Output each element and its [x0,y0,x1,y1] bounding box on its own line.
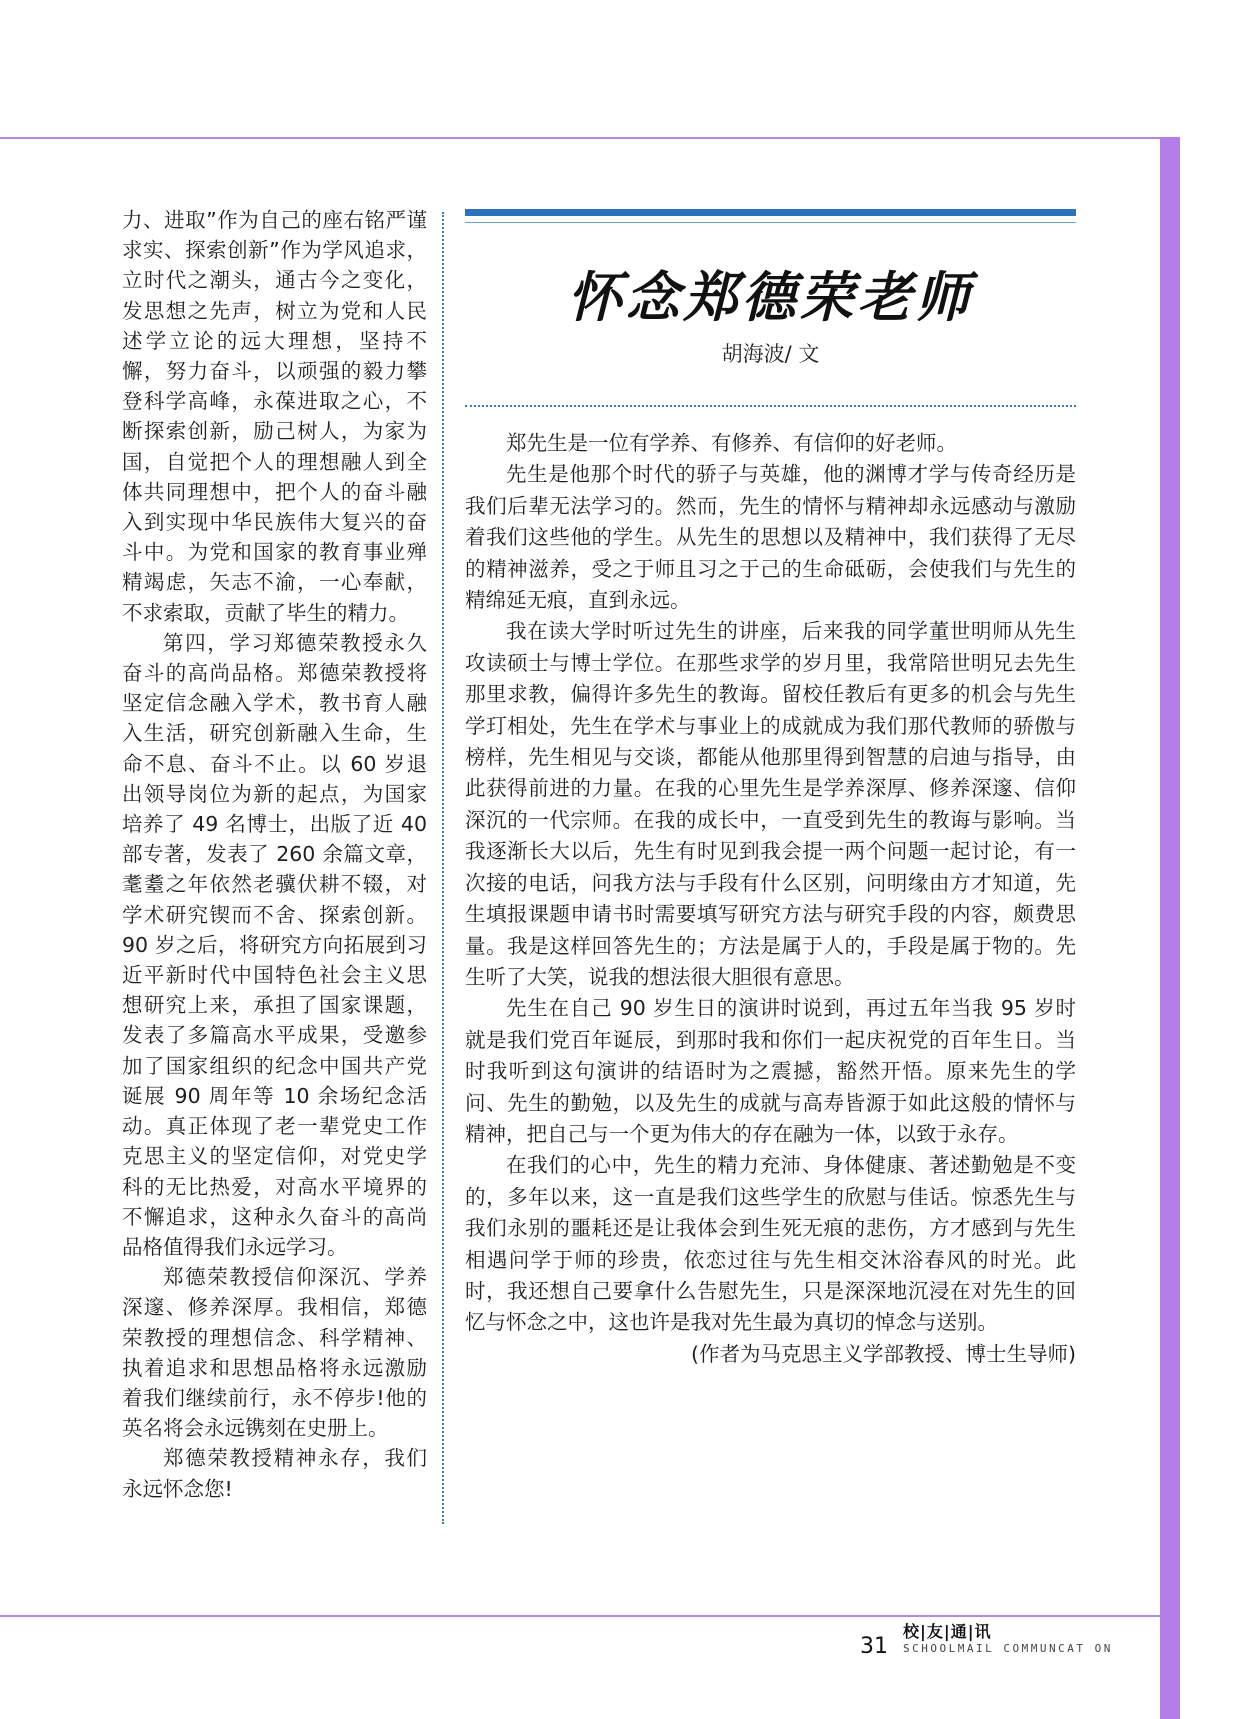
side-accent-bar [1160,137,1180,1719]
article-paragraph: 郑先生是一位有学养、有修养、有信仰的好老师。 [506,431,957,455]
left-paragraph: 第四，学习郑德荣教授永久奋斗的高尚品格。郑德荣教授将坚定信念融入学术，教书育人融入生活，研究创新融入生命，生命不息、奋斗不止。以 60 岁退出领导岗位为新的起点，为国家培养了 49 名博士，出版了近 40 部专著，发表了 260 余篇文章，耄耋之年依然老骥伏耕不辍，对学术研究锲而不舍、探索创新。90 岁之后，将研究方向拓展到习近平新时代中国特色社会主义思想研究上来，承担了国家课题，发表了多篇高水平成果，受邀参加了国家组织的纪念中国共产党诞展 90 周年等 10 余场纪念活动。真正体现了老一辈党史工作克思主义的坚定信仰，对党史学科的无比热爱，对高水平境界的不懈追求，这种永久奋斗的高尚品格值得我们永远学习。 [122,630,427,1259]
article-byline: 胡海波/ 文 [721,342,820,366]
article-paragraph: 我在读大学时听过先生的讲座，后来我的同学董世明师从先生攻读硕士与博士学位。在那些求学的岁月里，我常陪世明兄去先生那里求教，偏得许多先生的教诲。留校任教后有更多的机会与先生学玎相处，先生在学术与事业上的成就成为我们那代教师的骄傲与榜样，先生相见与交谈，都能从他那里得到智慧的启迪与指导，由此获得前进的力量。在我的心里先生是学养深厚、修养深邃、信仰深沉的一代宗师。在我的成长中，一直受到先生的教诲与影响。当我逐渐长大以后，先生有时见到我会提一两个问题一起讨论，有一次接的电话，问我方法与手段有什么区别，问明缘由方才知道，先生填报课题申请书时需要填写研究方法与研究手段的内容，颇费思量。我是这样回答先生的；方法是属于人的，手段是属于物的。先生听了大笑，说我的想法很大胆很有意思。 [465,619,1076,989]
left-paragraph: 郑德荣教授信仰深沉、学养深邃、修养深厚。我相信，郑德荣教授的理想信念、科学精神、执着追求和思想品格将永远激励着我们继续前行，永不停步!他的英名将会永远镌刻在史册上。 [122,1265,427,1441]
article-paragraph: 在我们的心中，先生的精力充沛、身体健康、著述勤勉是不变的，多年以来，这一直是我们这些学生的欣慰与佳话。惊悉先生与我们永别的噩耗还是让我体会到生死无痕的悲伤，方才感到与先生相遇问学于师的珍贵，依恋过往与先生相交沐浴春风的时光。此时，我还想自己要拿什么告慰先生，只是深深地沉浸在对先生的回忆与怀念之中，这也许是我对先生最为真切的悼念与送别。 [465,1153,1076,1335]
magazine-name-en: SCHOOLMAIL COMMUNCAT ON [903,1642,1113,1655]
article-paragraph: 先生是他那个时代的骄子与英雄，他的渊博才学与传奇经历是我们后辈无法学习的。然而，先生的情怀与精神却永远感动与激励着我们这些他的学生。从先生的思想以及精神中，我们获得了无尽的精神滋养，受之于师且习之于己的生命砥砺，会使我们与先生的精绵延无痕，直到永远。 [465,462,1076,613]
left-column [122,205,427,1504]
top-rule [0,137,1160,139]
article-body [465,428,1076,1370]
article-title: 怀念郑德荣老师 [567,265,974,329]
magazine-name: 校|友|通|讯 [903,1622,992,1641]
left-paragraph: 力、进取”作为自己的座右铭严谨求实、探索创新”作为学风追求，立时代之潮头，通古今之变化，发思想之先声，树立为党和人民述学立论的远大理想，坚持不懈，努力奋斗，以顽强的毅力攀登科学高峰，永葆进取之心，不断探索创新，励己树人，为家为国，自觉把个人的理想融人到全体共同理想中，把个人的奋斗融入到实现中华民族伟大复兴的奋斗中。为党和国家的教育事业殚精竭虑，矢志不渝，一心奉献，不求索取，贡献了毕生的精力。 [122,208,427,625]
page-number: 31 [860,1634,888,1659]
article-paragraph: 先生在自己 90 岁生日的演讲时说到，再过五年当我 95 岁时就是我们党百年诞辰，到那时我和你们一起庆祝党的百年生日。当时我听到这句演讲的结语时为之震撼，豁然开悟。原来先生的学问、先生的勤勉，以及先生的成就与高寿皆源于如此这般的情怀与精神，把自己与一个更为伟大的存在融为一体，以致于永存。 [465,996,1076,1146]
author-note: (作者为马克思主义学部教授、博士生导师) [691,1341,1076,1366]
bottom-rule [0,1615,1160,1617]
title-bar [465,209,1076,216]
left-paragraph: 郑德荣教授精神永存，我们永远怀念您! [122,1446,427,1501]
title-separator [465,405,1076,407]
title-bar-thin [465,222,1076,223]
column-divider [442,212,444,1524]
